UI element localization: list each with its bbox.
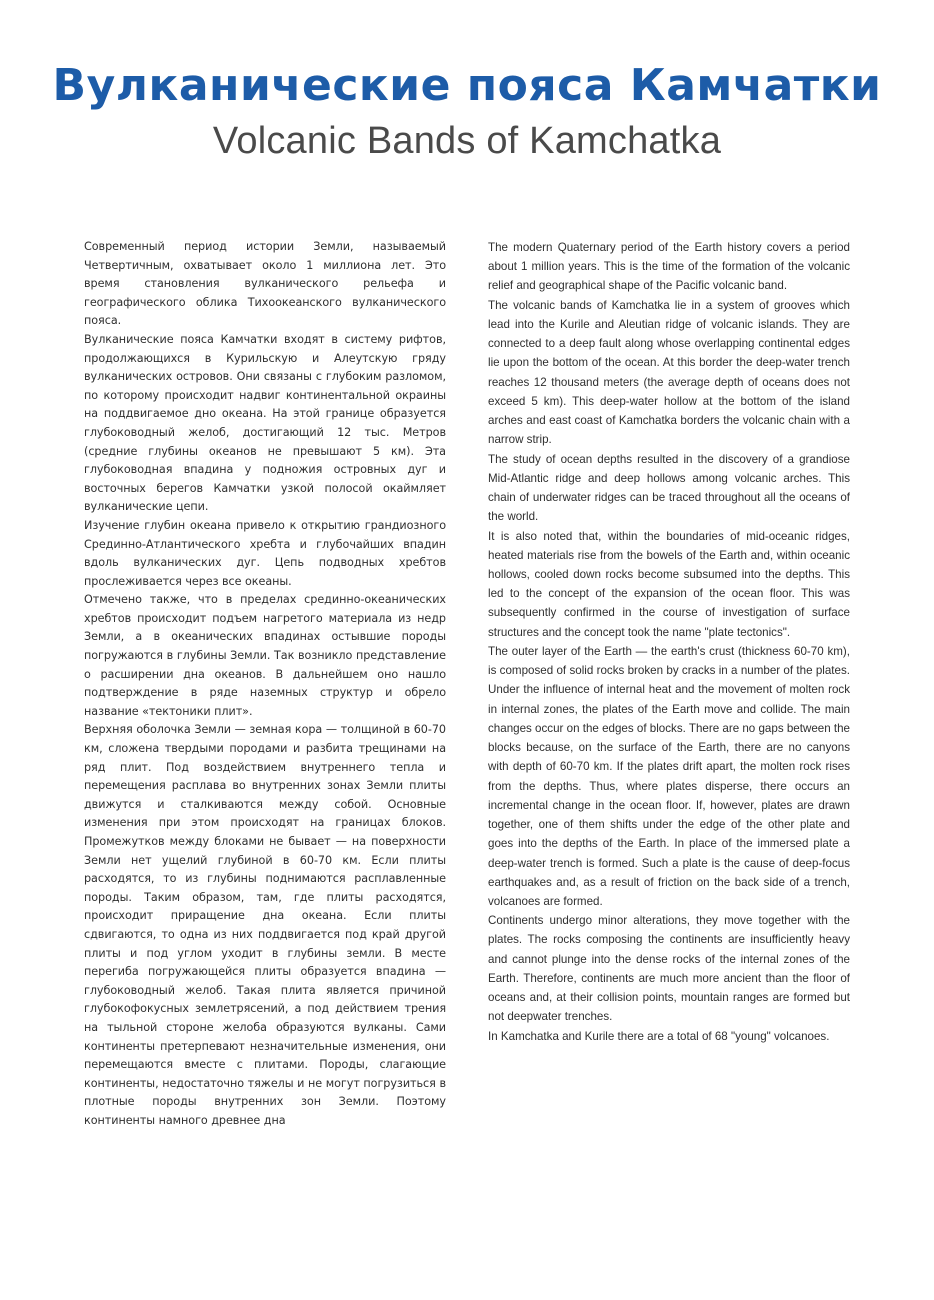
paragraph: In Kamchatka and Kurile there are a total of 68 "young" volcanoes.	[488, 1029, 830, 1043]
paragraph: The study of ocean depths resulted in the discovery of a grandiose Mid-Atlantic ridge and deep hollows among volcanic arches. This chain of underwater ridges can be traced throughout all the oceans of the world.	[488, 452, 850, 524]
paragraph: Отмечено также, что в пределах срединно-океанических хребтов происходит подъем нагретого материала из недр Земли, а в океанических впадинах остывшие породы погружаются в глубины Земли. Так возникло представление о расширении дна океанов. В дальнейшем оно нашло подтверждение в ряде наземных структур и обрело название «тектоники плит».	[84, 593, 446, 718]
paragraph: Современный период истории Земли, называемый Четвертичным, охватывает около 1 миллиона лет. Это время становления вулканического рельефа и географического облика Тихоокеанского вулканического пояса.	[84, 240, 446, 328]
column-russian	[84, 238, 446, 1131]
page-title-english: Volcanic Bands of Kamchatka	[212, 119, 722, 162]
paragraph: Изучение глубин океана привело к открытию грандиозного Срединно-Атлантического хребта и глубочайших впадин вдоль вулканических дуг. Цепь подводных хребтов прослеживается через все океаны.	[84, 518, 446, 588]
column-english	[488, 238, 850, 1131]
body-columns	[84, 238, 850, 1131]
paragraph: Вулканические пояса Камчатки входят в систему рифтов, продолжающихся в Курильскую и Алеутскую гряду вулканических островов. Они связаны с глубоким разломом, по которому происходит надвиг континентальной окраины на поддвигаемое дно океана. На этой границе образуется глубоководный желоб, достигающий 12 тыс. Метров (средние глубины океанов не превышают 5 км). Эта глубоководная впадина у подножия островных дуг и восточных берегов Камчатки узкой полосой окаймляет вулканические цепи.	[84, 332, 446, 514]
paragraph: Continents undergo minor alterations, they move together with the plates. The rocks composing the continents are insufficiently heavy and cannot plunge into the dense rocks of the internal zones of the Earth. Therefore, continents are much more ancient than the floor of oceans and, at their collision points, mountain ranges are formed but not deepwater trenches.	[488, 914, 850, 1024]
paragraph: The outer layer of the Earth — the earth's crust (thickness 60-70 km), is composed of solid rocks broken by cracks in a number of the plates. Under the influence of internal heat and the movement of molten rock in internal zones, the plates of the Earth move and collide. The main changes occur on the edges of blocks. There are no gaps between the blocks because, on the surface of the Earth, there are no canyons with depth of 60-70 km. If the plates drift apart, the molten rock rises from the depths. Thus, where plates disperse, there occurs an incremental change in the ocean floor. If, however, plates are drawn together, one of them shifts under the edge of the other plate and goes into the depths of the Earth. In place of the immersed plate a deep-water trench is formed. Such a plate is the cause of deep-focus earthquakes and, as a result of friction on the back side of a trench, volcanoes are formed.	[488, 644, 851, 908]
paragraph: The modern Quaternary period of the Earth history covers a period about 1 million years. This is the time of the formation of the volcanic relief and geographical shape of the Pacific volcanic band.	[488, 241, 850, 293]
page-title-russian: Вулканические пояса Камчатки	[52, 60, 882, 111]
page-header	[0, 0, 934, 163]
paragraph: The volcanic bands of Kamchatka lie in a system of grooves which lead into the Kurile and Aleutian ridge of volcanic islands. They are connected to a deep fault along whose overlapping continental edges lie upon the bottom of the ocean. At this border the deep-water trench reaches 12 thousand meters (the average depth of oceans does not exceed 5 km). This deep-water hollow at the bottom of the island arches and east coast of Kamchatka borders the volcanic chain with a narrow strip.	[488, 298, 850, 447]
paragraph: It is also noted that, within the boundaries of mid-oceanic ridges, heated materials rise from the bowels of the Earth and, within oceanic hollows, cooled down rocks become subsumed into the depths. This led to the concept of the expansion of the ocean floor. This was subsequently confirmed in the course of investigation of surface structures and the concept took the name "plate tectonics".	[488, 529, 850, 639]
paragraph: Верхняя оболочка Земли — земная кора — толщиной в 60-70 км, сложена твердыми породами и разбита трещинами на ряд плит. Под воздействием внутреннего тепла и перемещения расплава во внутренних зонах Земли плиты движутся и сталкиваются между собой. Основные изменения при этом происходят на границах блоков. Промежутков между блоками не бывает — на поверхности Земли нет ущелий глубиной в 60-70 км. Если плиты расходятся, то из глубины поднимаются расплавленные породы. Таким образом, там, где плиты расходятся, происходит приращение дна океана. Если плиты сдвигаются, то одна из них поддвигается под край другой плиты и под углом уходит в глубины земли. В месте перегиба погружающейся плиты образуется впадина — глубоководный желоб. Такая плита является причиной глубокофокусных землетрясений, а под действием трения на тыльной стороне желоба образуются вулканы. Сами континенты претерпевают незначительные изменения, они перемещаются вместе с плитами. Породы, слагающие континенты, недостаточно тяжелы и не могут погрузиться в плотные породы внутренних зон Земли. Поэтому континенты намного древнее дна	[84, 723, 446, 1127]
